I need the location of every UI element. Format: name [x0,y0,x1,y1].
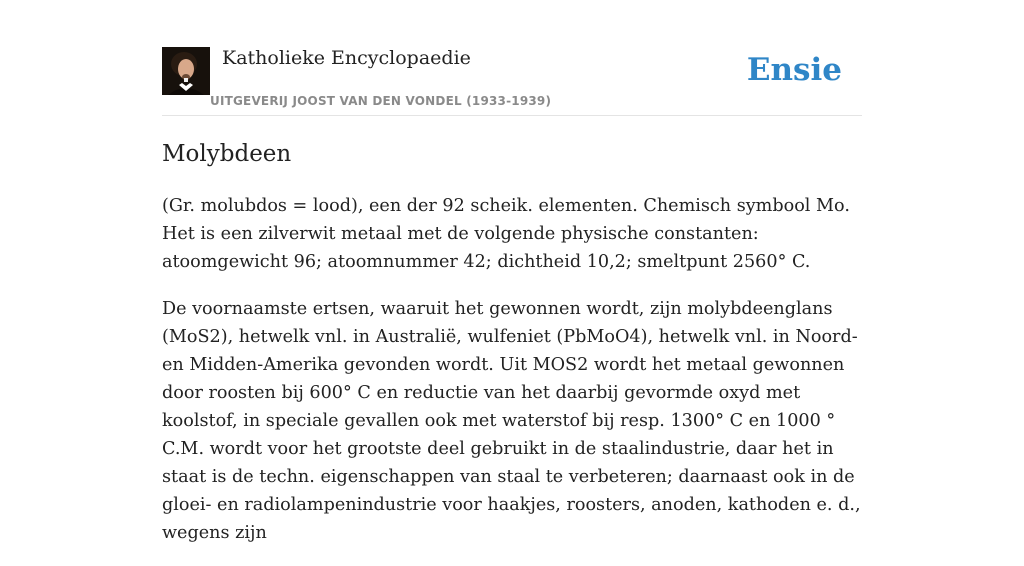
site-title[interactable]: Katholieke Encyclopaedie [222,47,471,69]
ensie-logo-link[interactable]: Ensie [746,52,842,88]
portrait-avatar-icon[interactable] [162,47,210,95]
article-paragraph: (Gr. molubdos = lood), een der 92 scheik. elementen. Chemisch symbool Mo. Het is een zilverwit metaal met de volgende physische constanten: atoomgewicht 96; atoomnummer 42; dichtheid 10,2; smeltpunt 2560° C. [162,196,850,272]
site-header [162,46,862,116]
article-paragraph: De voornaamste ertsen, waaruit het gewonnen wordt, zijn molybdeenglans (MoS2), hetwelk vnl. in Australië, wulfeniet (PbMoO4), hetwelk vnl. in Noord- en Midden-Amerika gevonden wordt. Uit MOS2 wordt het metaal gewonnen door roosten bij 600° C en reductie van het daarbij gevormde oxyd met koolstof, in speciale gevallen ook met waterstof bij resp. 1300° C en 1000 ° C.M. wordt voor het grootste deel gebruikt in de staalindustrie, daar het in staat is de techn. eigenschappen van staal te verbeteren; daarnaast ook in de gloei- en radiolampenindustrie voor haakjes, roosters, anoden, kathoden e. d., wegens zijn [162,299,861,543]
article-title: Molybdeen [162,141,292,167]
article-body [162,192,866,566]
publisher-label: UITGEVERIJ JOOST VAN DEN VONDEL (1933-1939) [210,94,552,108]
